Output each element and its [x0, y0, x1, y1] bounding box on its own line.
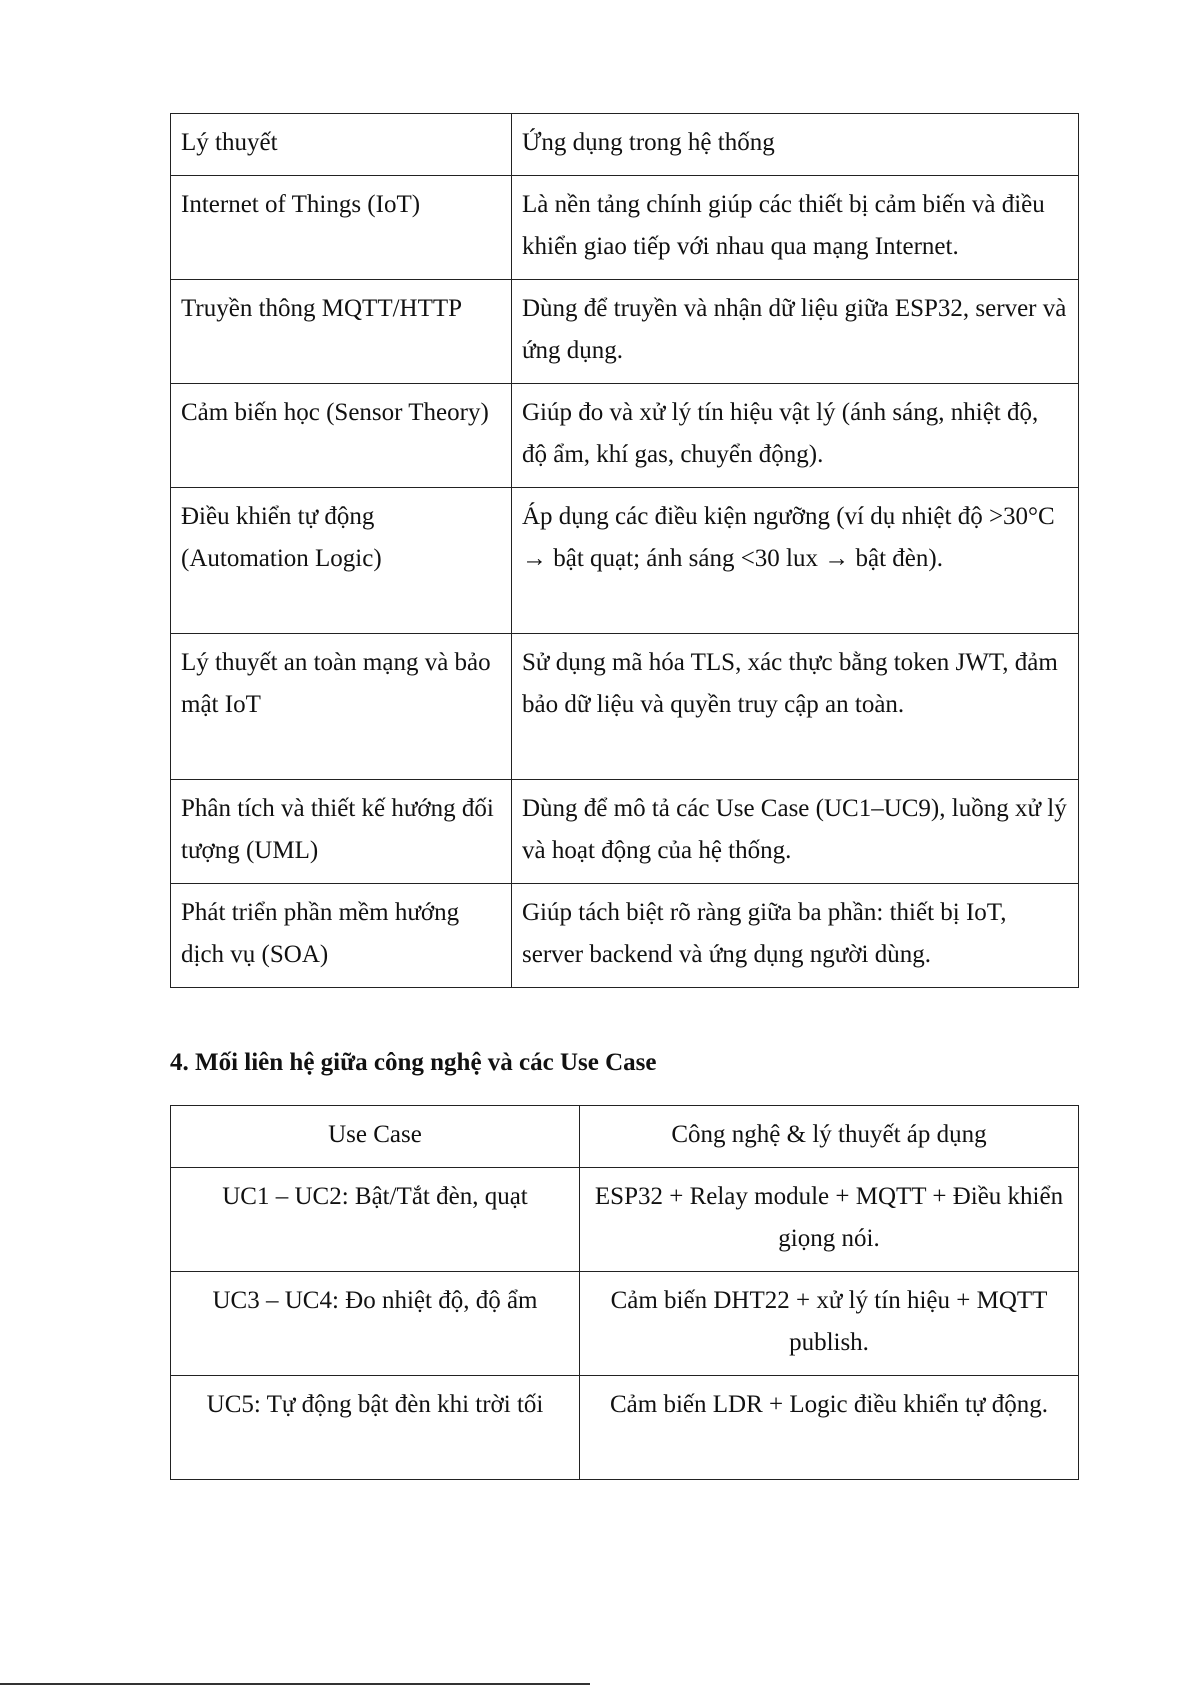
theory-cell: Phân tích và thiết kế hướng đối tượng (UML)	[171, 780, 512, 884]
theory-cell: Truyền thông MQTT/HTTP	[171, 280, 512, 384]
header-cell-theory: Lý thuyết	[171, 114, 512, 176]
section-heading: 4. Mối liên hệ giữa công nghệ và các Use Case	[170, 1049, 657, 1076]
technology-cell: Cảm biến LDR + Logic điều khiển tự động.	[580, 1376, 1079, 1480]
application-cell: Dùng để truyền và nhận dữ liệu giữa ESP32, server và ứng dụng.	[512, 280, 1079, 384]
theory-cell: Cảm biến học (Sensor Theory)	[171, 384, 512, 488]
theory-cell: Phát triển phần mềm hướng dịch vụ (SOA)	[171, 884, 512, 988]
application-cell: Dùng để mô tả các Use Case (UC1–UC9), luồng xử lý và hoạt động của hệ thống.	[512, 780, 1079, 884]
table-header-row	[171, 1106, 1079, 1168]
theory-cell: Lý thuyết an toàn mạng và bảo mật IoT	[171, 634, 512, 780]
table-row	[171, 884, 1079, 988]
application-cell: Giúp tách biệt rõ ràng giữa ba phần: thiết bị IoT, server backend và ứng dụng người dùng.	[512, 884, 1079, 988]
table-row	[171, 280, 1079, 384]
theory-cell: Điều khiển tự động (Automation Logic)	[171, 488, 512, 634]
header-cell-use-case: Use Case	[171, 1106, 580, 1168]
table-row	[171, 1376, 1079, 1480]
application-cell: Áp dụng các điều kiện ngưỡng (ví dụ nhiệt độ >30°C → bật quạt; ánh sáng <30 lux → bật đèn).	[512, 488, 1079, 634]
theory-cell: Internet of Things (IoT)	[171, 176, 512, 280]
table-row	[171, 488, 1079, 634]
technology-cell: ESP32 + Relay module + MQTT + Điều khiển giọng nói.	[580, 1168, 1079, 1272]
application-cell: Giúp đo và xử lý tín hiệu vật lý (ánh sáng, nhiệt độ, độ ẩm, khí gas, chuyển động).	[512, 384, 1079, 488]
use-case-cell: UC3 – UC4: Đo nhiệt độ, độ ẩm	[171, 1272, 580, 1376]
use-case-cell: UC5: Tự động bật đèn khi trời tối	[171, 1376, 580, 1480]
application-cell: Sử dụng mã hóa TLS, xác thực bằng token JWT, đảm bảo dữ liệu và quyền truy cập an toàn.	[512, 634, 1079, 780]
table-row	[171, 1272, 1079, 1376]
application-cell: Là nền tảng chính giúp các thiết bị cảm biến và điều khiển giao tiếp với nhau qua mạng Internet.	[512, 176, 1079, 280]
table-row	[171, 1168, 1079, 1272]
theory-application-table	[170, 113, 1079, 988]
technology-cell: Cảm biến DHT22 + xử lý tín hiệu + MQTT publish.	[580, 1272, 1079, 1376]
table-row	[171, 384, 1079, 488]
table-row	[171, 780, 1079, 884]
table-row	[171, 176, 1079, 280]
usecase-technology-table	[170, 1105, 1079, 1480]
use-case-cell: UC1 – UC2: Bật/Tắt đèn, quạt	[171, 1168, 580, 1272]
table-header-row	[171, 114, 1079, 176]
header-cell-technology: Công nghệ & lý thuyết áp dụng	[580, 1106, 1079, 1168]
table-row	[171, 634, 1079, 780]
header-cell-application: Ứng dụng trong hệ thống	[512, 114, 1079, 176]
